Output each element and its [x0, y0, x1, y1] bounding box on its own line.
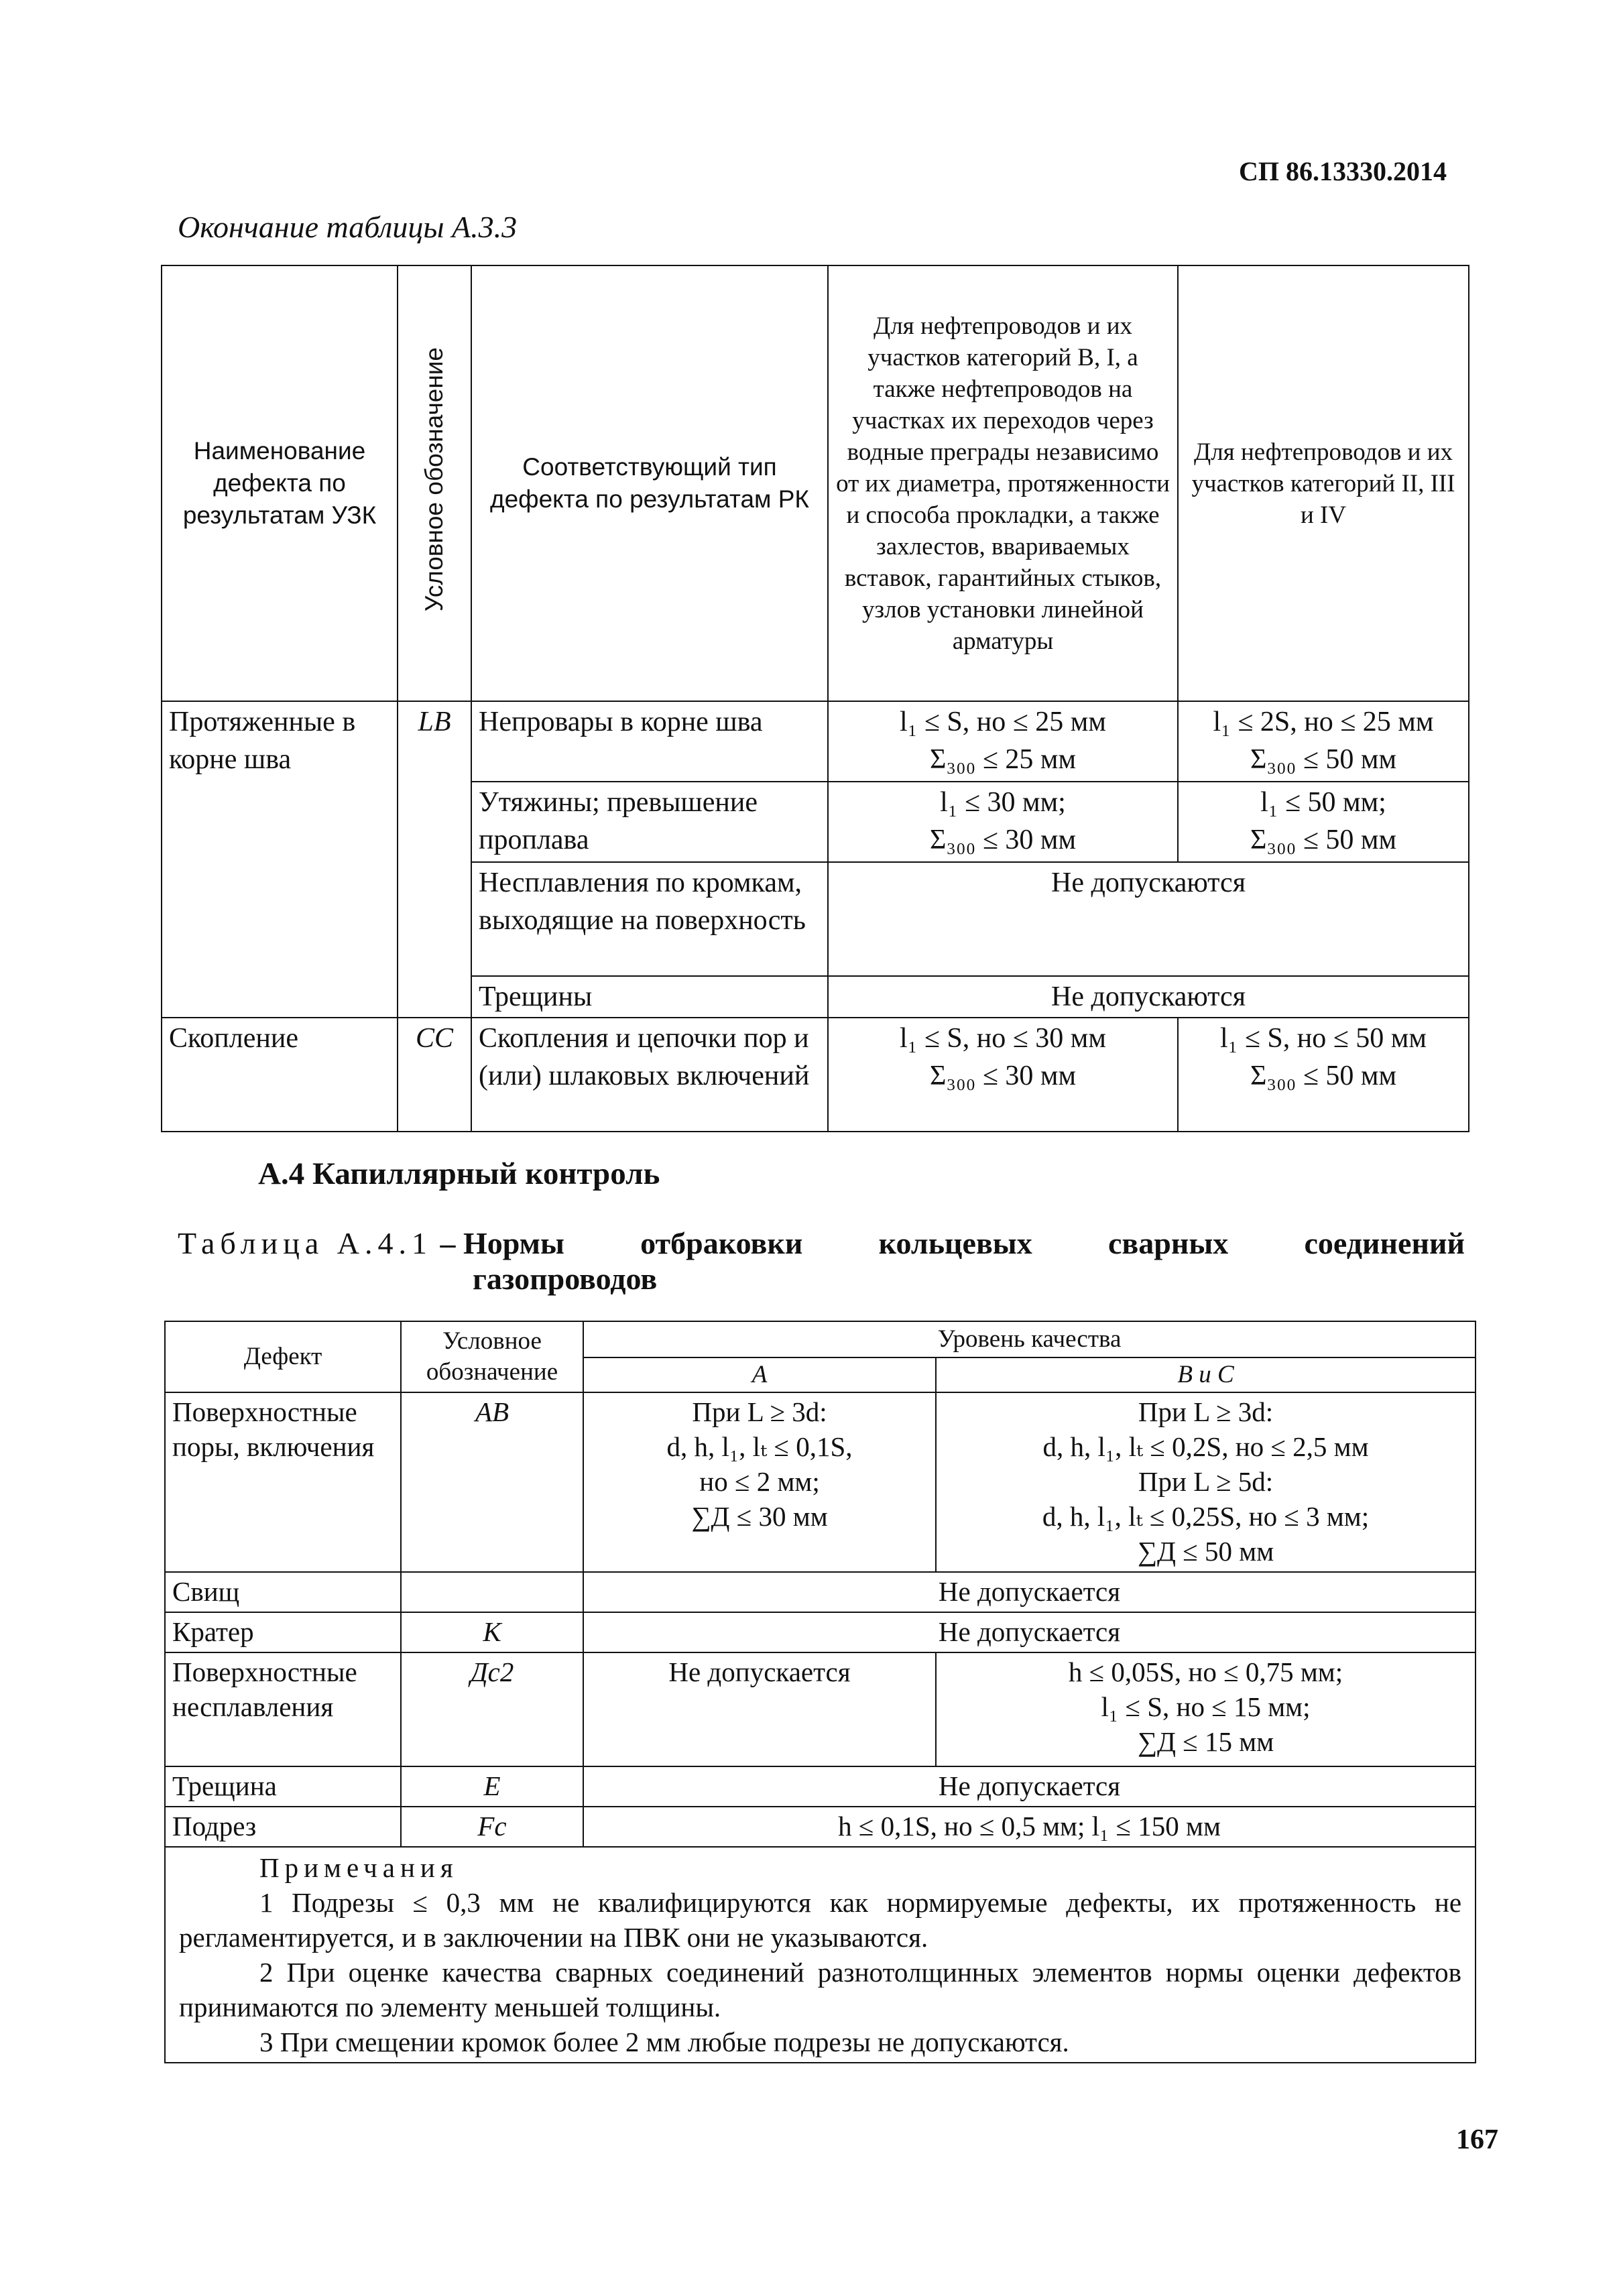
caption-word: кольцевых — [878, 1226, 1032, 1260]
table-row — [162, 701, 1469, 782]
notes-cell — [165, 1847, 1476, 2063]
norm-cell: l₁ ≤ S, но ≤ 25 мм Σ₃₀₀ ≤ 25 мм — [828, 701, 1178, 782]
defect-cell: Подрез — [165, 1807, 401, 1847]
note-item: 2 При оценке качества сварных соединений разнотолщинных элементов нормы оценки дефектов принимаются по элементу меньшей толщины. — [179, 1957, 1462, 2022]
table-row — [162, 1018, 1469, 1132]
merged-level-cell: h ≤ 0,1S, но ≤ 0,5 мм; l₁ ≤ 150 мм — [583, 1807, 1476, 1847]
norm-cell: l₁ ≤ S, но ≤ 30 мм Σ₃₀₀ ≤ 30 мм — [828, 1018, 1178, 1132]
table-continuation-caption: Окончание таблицы А.3.3 — [178, 210, 518, 244]
caption-word: сварных — [1107, 1226, 1229, 1260]
defect-name-cell: Скопление — [162, 1018, 398, 1132]
code-cell: AB — [401, 1392, 583, 1572]
header-quality-level: Уровень качества — [583, 1321, 1476, 1357]
section-heading: А.4 Капиллярный контроль — [258, 1156, 660, 1191]
defect-name-cell: Протяженные в корне шва — [162, 701, 398, 1018]
note-item: 1 Подрезы ≤ 0,3 мм не квалифицируются как нормируемые дефекты, их протяженность не регламентируется, и в заключении на ПВК они не указываются. — [179, 1887, 1462, 1953]
norm-cell: l₁ ≤ 2S, но ≤ 25 мм Σ₃₀₀ ≤ 50 мм — [1178, 701, 1469, 782]
code-cell: E — [401, 1766, 583, 1807]
rk-type-cell: Трещины — [471, 976, 828, 1018]
rk-type-cell: Утяжины; превышение проплава — [471, 782, 828, 862]
header-defect: Дефект — [165, 1321, 401, 1392]
caption-word: отбраковки — [640, 1226, 803, 1260]
caption-word: соединений — [1304, 1226, 1465, 1260]
notes-row — [165, 1847, 1476, 2063]
level-a-cell: При L ≥ 3d: d, h, l₁, lₜ ≤ 0,1S, но ≤ 2 мм; ∑Д ≤ 30 мм — [583, 1392, 936, 1572]
code-cell — [401, 1572, 583, 1612]
table-row — [165, 1652, 1476, 1766]
level-bc-cell: При L ≥ 3d: d, h, l₁, lₜ ≤ 0,2S, но ≤ 2,5 мм При L ≥ 5d: d, h, l₁, lₜ ≤ 0,25S, но ≤ 3 мм; ∑Д ≤ 50 мм — [936, 1392, 1476, 1572]
level-bc-cell: h ≤ 0,05S, но ≤ 0,75 мм; l₁ ≤ S, но ≤ 15 мм; ∑Д ≤ 15 мм — [936, 1652, 1476, 1766]
merged-level-cell: Не допускается — [583, 1612, 1476, 1652]
pvk-norms-table — [164, 1321, 1476, 2063]
document-code: СП 86.13330.2014 — [1239, 156, 1447, 186]
merged-norm-cell: Не допускаются — [828, 862, 1469, 976]
norm-cell: l₁ ≤ 30 мм; Σ₃₀₀ ≤ 30 мм — [828, 782, 1178, 862]
defect-code-cell: LB — [398, 701, 471, 1018]
defect-cell: Кратер — [165, 1612, 401, 1652]
table-row — [165, 1392, 1476, 1572]
caption-prefix: Таблица А.4.1 — [178, 1226, 432, 1260]
caption-word: – Нормы — [440, 1226, 564, 1260]
defect-cell: Свищ — [165, 1572, 401, 1612]
code-cell: Fc — [401, 1807, 583, 1847]
header-level-a: А — [583, 1357, 936, 1392]
code-cell: K — [401, 1612, 583, 1652]
level-a-cell: Не допускается — [583, 1652, 936, 1766]
norm-cell: l₁ ≤ S, но ≤ 50 мм Σ₃₀₀ ≤ 50 мм — [1178, 1018, 1469, 1132]
notes-heading: Примечания — [259, 1852, 459, 1883]
merged-level-cell: Не допускается — [583, 1766, 1476, 1807]
table-row — [165, 1807, 1476, 1847]
defect-cell: Поверхностные несплавления — [165, 1652, 401, 1766]
header-rk-type: Соответствующий тип дефекта по результатам РК — [471, 265, 828, 701]
rk-type-cell: Непровары в корне шва — [471, 701, 828, 782]
rk-type-cell: Скопления и цепочки пор и (или) шлаковых включений — [471, 1018, 828, 1132]
defect-code-cell: CC — [398, 1018, 471, 1132]
merged-level-cell: Не допускается — [583, 1572, 1476, 1612]
header-category-2-4: Для нефтепроводов и их участков категорий II, III и IV — [1178, 265, 1469, 701]
norm-cell: l₁ ≤ 50 мм; Σ₃₀₀ ≤ 50 мм — [1178, 782, 1469, 862]
merged-norm-cell: Не допускаются — [828, 976, 1469, 1018]
header-category-b: Для нефтепроводов и их участков категорий В, I, а также нефтепроводов на участках их переходов через водные преграды независимо от их диаметра, протяженности и способа прокладки, а также захлестов, ввариваемых вставок, гарантийных стыков, узлов установки линейной арматуры — [828, 265, 1178, 701]
header-symbol — [398, 265, 471, 701]
table-row — [165, 1612, 1476, 1652]
rk-type-cell: Несплавления по кромкам, выходящие на поверхность — [471, 862, 828, 976]
note-item: 3 При смещении кромок более 2 мм любые подрезы не допускаются. — [259, 2027, 1069, 2057]
table-row — [165, 1766, 1476, 1807]
header-code: Условное обозначение — [401, 1321, 583, 1392]
header-symbol-label: Условное обозначение — [420, 347, 448, 612]
table-row — [165, 1572, 1476, 1612]
defect-cell: Поверхностные поры, включения — [165, 1392, 401, 1572]
defect-cell: Трещина — [165, 1766, 401, 1807]
header-defect-name: Наименование дефекта по результатам УЗК — [162, 265, 398, 701]
page-number: 167 — [1456, 2124, 1498, 2155]
header-level-bc: В и С — [936, 1357, 1476, 1392]
defect-table-a33 — [161, 265, 1469, 1132]
caption-line2: газопроводов — [473, 1262, 658, 1296]
table-caption — [178, 1225, 1465, 1296]
code-cell: Дс2 — [401, 1652, 583, 1766]
